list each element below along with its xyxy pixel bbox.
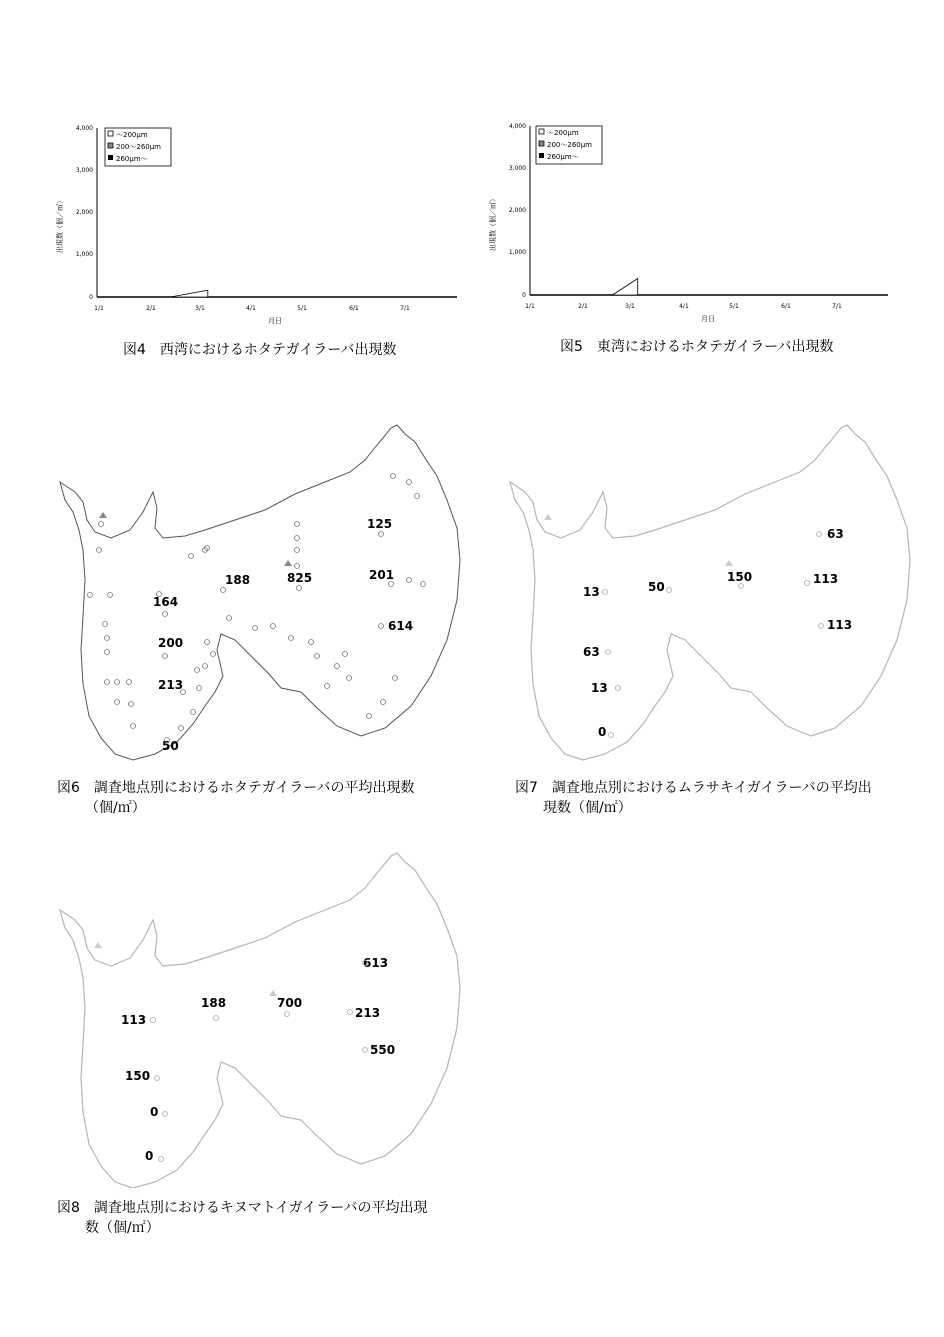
- figure-6-caption: [57, 778, 415, 818]
- caption-line: 数（個/㎡）: [85, 1220, 160, 1236]
- station-value: 200: [158, 636, 184, 650]
- legend-swatch-white: [539, 129, 544, 134]
- station-value: 150: [727, 570, 753, 584]
- map-8-svg: [55, 848, 475, 1188]
- legend-label: 260μm～: [547, 153, 579, 161]
- y-tick-label: 1,000: [508, 249, 526, 256]
- x-axis-label: 月日: [268, 317, 282, 325]
- legend-swatch-black: [539, 153, 544, 158]
- y-tick-label: 4,000: [508, 123, 526, 130]
- bay-outline: [60, 853, 460, 1188]
- station-value: 13: [591, 681, 608, 695]
- y-tick-label: 2,000: [508, 207, 526, 214]
- station-value: 613: [363, 956, 389, 970]
- legend-label: 200～260μm: [116, 143, 161, 151]
- marker-triangle: [99, 512, 107, 518]
- figure-5-caption: 図5 東湾におけるホタテガイラーバ出現数: [560, 339, 834, 355]
- station-value: 0: [598, 725, 607, 739]
- marker-triangle: [284, 560, 292, 566]
- station-value: 113: [813, 572, 839, 586]
- station-value: 700: [277, 996, 303, 1010]
- x-tick-label: 4/1: [679, 303, 689, 310]
- caption-line: 図6 調査地点別におけるホタテガイラーバの平均出現数: [57, 780, 415, 796]
- y-tick-label: 0: [89, 294, 93, 301]
- x-tick-label: 2/1: [146, 305, 156, 312]
- x-tick-label: 1/1: [94, 305, 104, 312]
- y-axis-label: 出現数（個／㎥）: [56, 197, 64, 253]
- series-area-small-larvae: [170, 290, 207, 297]
- bay-outline: [60, 425, 460, 760]
- y-axis-label: 出現数（個／㎥）: [489, 195, 497, 251]
- x-tick-label: 3/1: [195, 305, 205, 312]
- bay-outline: [510, 425, 910, 760]
- station-value: 50: [648, 580, 665, 594]
- station-value: 213: [158, 678, 184, 692]
- caption-line: （個/㎡）: [85, 800, 146, 816]
- x-tick-label: 6/1: [781, 303, 791, 310]
- legend-swatch-gray: [108, 143, 113, 148]
- legend-label: ～200μm: [116, 131, 148, 139]
- x-tick-label: 2/1: [578, 303, 588, 310]
- y-tick-label: 3,000: [508, 165, 526, 172]
- marker-triangle: [725, 560, 733, 566]
- figure-4-chart: [55, 120, 465, 330]
- station-value: 13: [583, 585, 600, 599]
- x-tick-label: 6/1: [349, 305, 359, 312]
- x-tick-label: 4/1: [246, 305, 256, 312]
- marker-triangle: [269, 990, 277, 996]
- map-6-svg: [55, 420, 475, 770]
- legend-label: 200～260μm: [547, 141, 592, 149]
- map-7-svg: [505, 420, 915, 770]
- x-tick-label: 5/1: [729, 303, 739, 310]
- station-value: 825: [287, 571, 313, 585]
- x-tick-label: 7/1: [400, 305, 410, 312]
- x-tick-label: 3/1: [625, 303, 635, 310]
- station-value: 125: [367, 517, 393, 531]
- marker-triangle: [544, 514, 552, 520]
- x-tick-label: 7/1: [832, 303, 842, 310]
- station-value: 50: [162, 739, 179, 753]
- x-tick-label: 5/1: [297, 305, 307, 312]
- chart-5-svg: [488, 118, 898, 328]
- legend-swatch-white: [108, 131, 113, 136]
- station-value: 0: [145, 1149, 154, 1163]
- legend-swatch-gray: [539, 141, 544, 146]
- caption-line: 現数（個/㎡）: [543, 800, 632, 816]
- figure-6-map: [55, 420, 475, 770]
- figure-5-chart: [488, 118, 898, 328]
- figure-8-map: [55, 848, 475, 1188]
- station-value: 213: [355, 1006, 381, 1020]
- figure-4-caption: 図4 西湾におけるホタテガイラーバ出現数: [123, 342, 397, 358]
- figure-8-caption: [57, 1198, 428, 1238]
- y-tick-label: 4,000: [75, 125, 93, 132]
- station-value: 113: [827, 618, 853, 632]
- legend-label: ～200μm: [547, 129, 579, 137]
- legend-label: 260μm～: [116, 155, 148, 163]
- caption-line: 図8 調査地点別におけるキヌマトイガイラーバの平均出現: [57, 1200, 428, 1216]
- station-markers: [603, 532, 824, 738]
- station-markers: [151, 961, 368, 1162]
- station-value: 63: [583, 645, 600, 659]
- station-value: 550: [370, 1043, 396, 1057]
- marker-triangle: [94, 942, 102, 948]
- station-value: 63: [827, 527, 844, 541]
- y-tick-label: 2,000: [75, 209, 93, 216]
- y-tick-label: 0: [522, 292, 526, 299]
- caption-line: 図7 調査地点別におけるムラサキイガイラーバの平均出: [515, 780, 872, 796]
- figure-7-caption: [515, 778, 872, 818]
- series-area-small-larvae: [613, 279, 638, 296]
- y-tick-label: 3,000: [75, 167, 93, 174]
- station-value: 201: [369, 568, 395, 582]
- legend-swatch-black: [108, 155, 113, 160]
- chart-4-svg: [55, 120, 465, 330]
- x-axis-label: 月日: [701, 315, 715, 323]
- station-value: 188: [225, 573, 251, 587]
- station-value: 113: [121, 1013, 147, 1027]
- station-value: 614: [388, 619, 414, 633]
- station-value: 150: [125, 1069, 151, 1083]
- y-tick-label: 1,000: [75, 251, 93, 258]
- station-value: 0: [150, 1105, 159, 1119]
- figure-7-map: [505, 420, 915, 770]
- station-markers: [88, 474, 426, 743]
- station-value: 164: [153, 595, 179, 609]
- x-tick-label: 1/1: [525, 303, 535, 310]
- station-value: 188: [201, 996, 227, 1010]
